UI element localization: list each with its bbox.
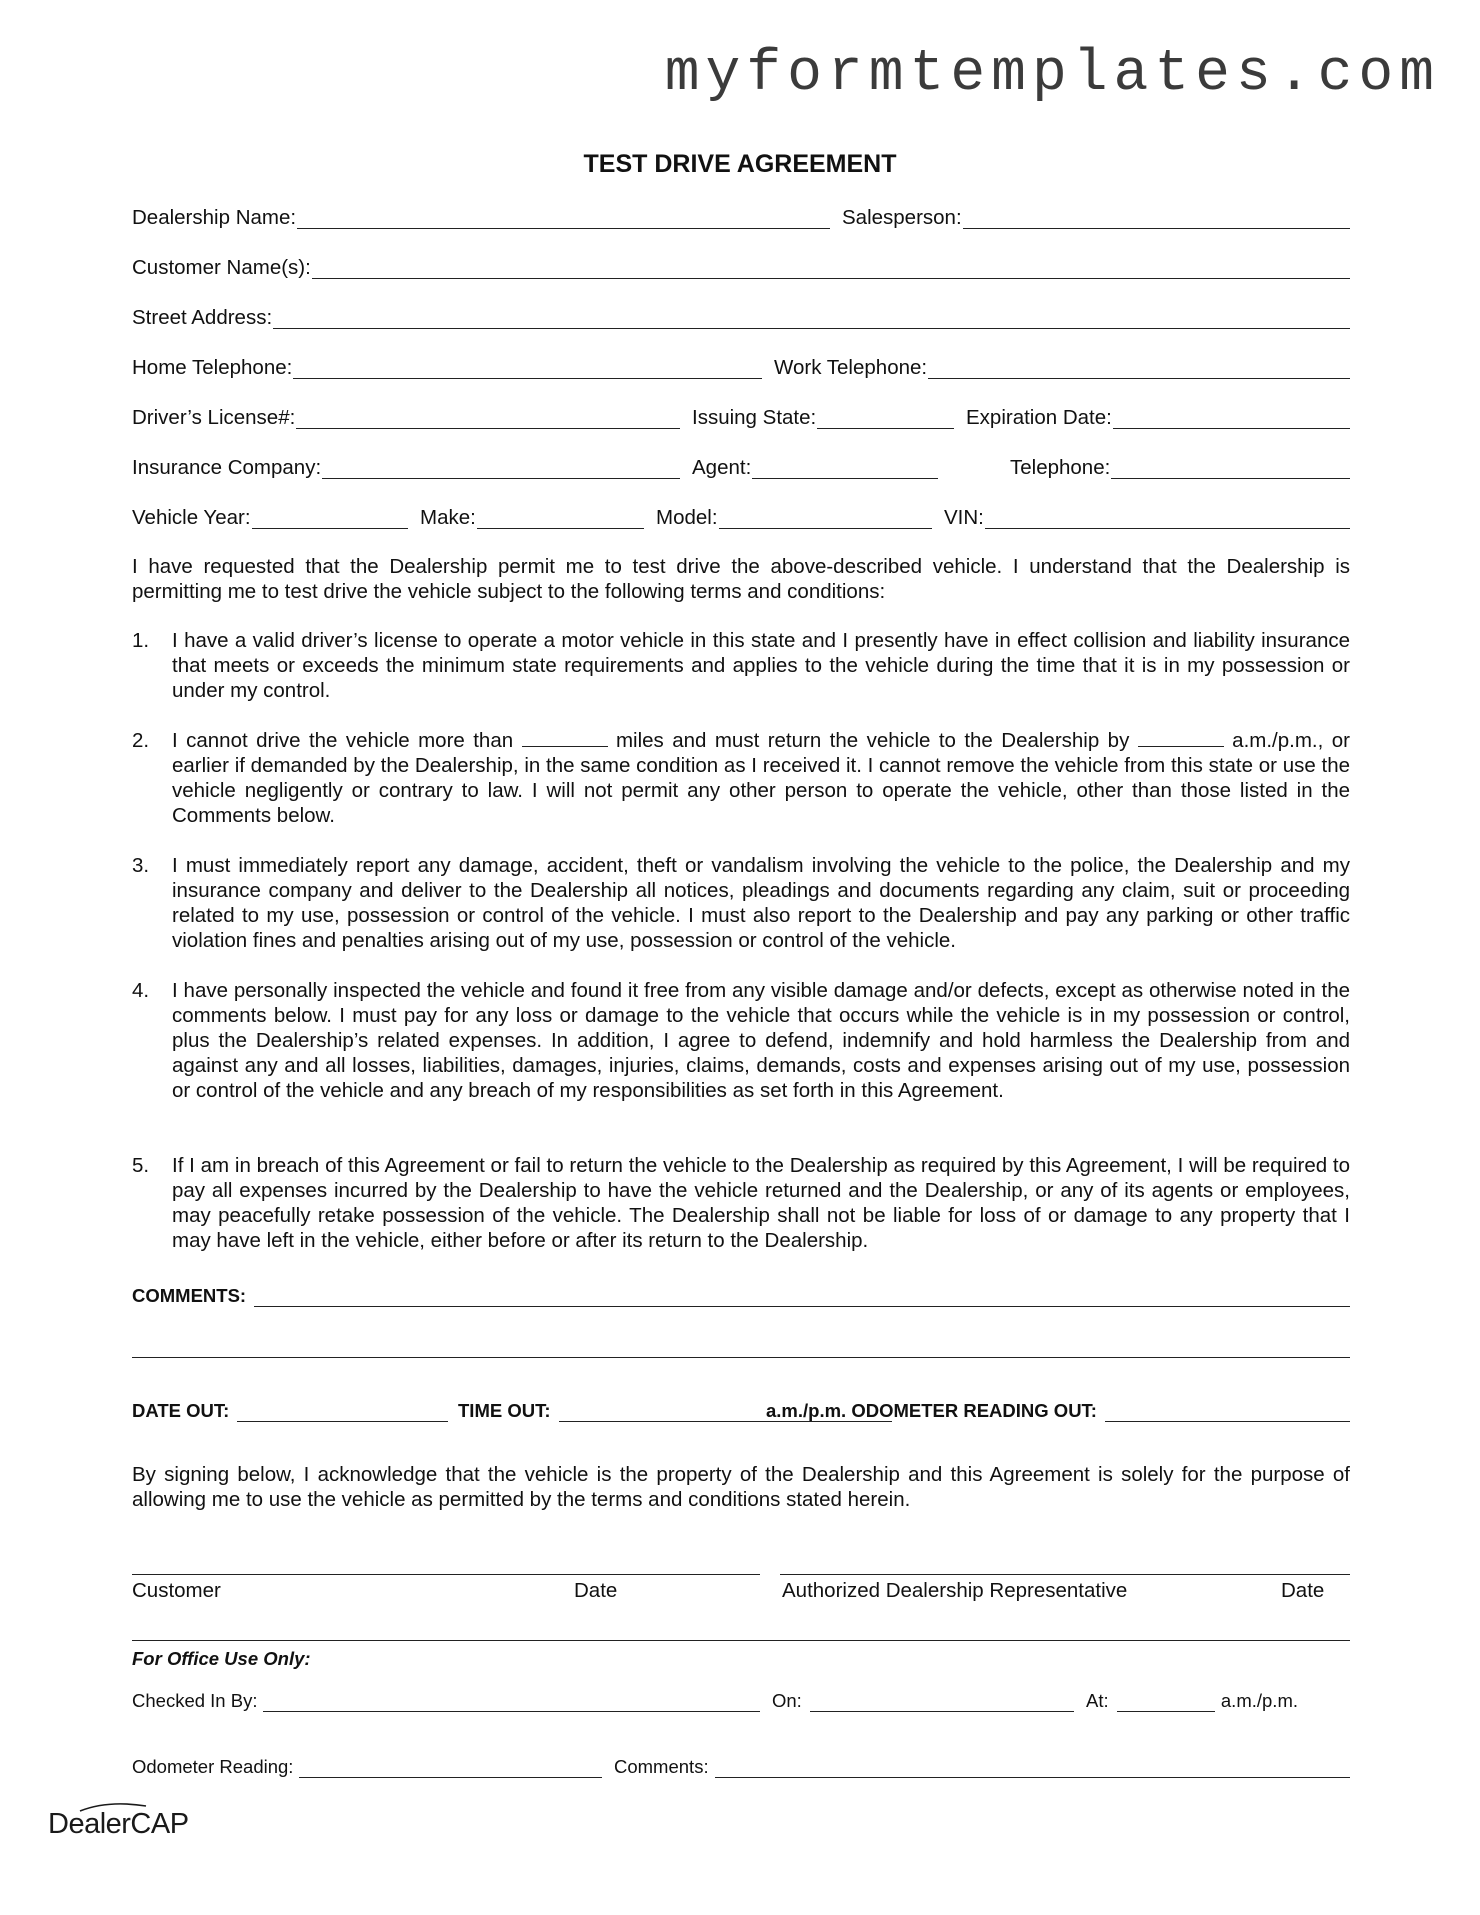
home-telephone-field[interactable] [132,357,762,379]
checked-in-at-label: At: [1086,1690,1109,1711]
issuing-state-label: Issuing State: [692,406,817,429]
agent-field[interactable] [692,457,938,479]
comments-field[interactable] [132,1285,1350,1307]
checked-in-on-field[interactable] [772,1690,1074,1712]
row-insurance [132,451,1350,479]
customer-names-label: Customer Name(s): [132,256,311,279]
dealership-name-label: Dealership Name: [132,206,297,229]
expiration-date-field[interactable] [966,407,1350,429]
term-number: 5. [132,1154,150,1177]
term-text: I have a valid driver’s license to operate a motor vehicle in this state and I presently have in effect collision and liability insurance that meets or exceeds the minimum state requirements and applies to the vehicle during the time that it is in my possession or under my control. [172,629,1350,702]
term-text [172,728,1350,828]
page-title: TEST DRIVE AGREEMENT [583,150,897,178]
term-number: 4. [132,979,150,1002]
row-dealership [132,201,1350,229]
checked-in-by-label: Checked In By: [132,1690,258,1711]
drivers-license-field[interactable] [132,407,680,429]
customer-signature-label: Customer [132,1579,221,1602]
checked-in-at-field[interactable] [1086,1690,1298,1712]
salesperson-label: Salesperson: [842,206,962,229]
date-out-field[interactable] [132,1400,448,1422]
comments-line-2[interactable] [132,1357,1350,1358]
miles-blank[interactable] [522,728,608,747]
representative-date-label: Date [1281,1579,1325,1602]
office-comments-field[interactable] [614,1756,1350,1778]
comments-label: COMMENTS: [132,1285,247,1306]
agent-label: Agent: [692,456,752,479]
row-out [132,1394,1350,1422]
row-telephones [132,351,1350,379]
insurance-telephone-label: Telephone: [1010,456,1111,479]
row-customer [132,251,1350,279]
logo-text: DealerCAP [48,1808,189,1840]
office-comments-label: Comments: [614,1756,709,1777]
term-2-part1: I cannot drive the vehicle more than [172,729,514,752]
issuing-state-field[interactable] [692,407,954,429]
street-address-field[interactable] [132,307,1350,329]
customer-signature-line[interactable] [132,1574,760,1575]
checked-in-ampm-label: a.m./p.m. [1220,1690,1298,1711]
term-2-part2: miles and must return the vehicle to the Dealership by [615,729,1130,752]
logo-swoosh-icon [78,1802,148,1812]
row-license [132,401,1350,429]
vin-label: VIN: [944,506,984,529]
office-odometer-label: Odometer Reading: [132,1756,294,1777]
row-address [132,301,1350,329]
work-telephone-label: Work Telephone: [774,356,928,379]
date-out-label: DATE OUT: [132,1400,230,1421]
term-number: 1. [132,629,150,652]
term-number: 3. [132,854,150,877]
model-label: Model: [656,506,718,529]
intro-paragraph: I have requested that the Dealership permit me to test drive the above-described vehicle. I understand that the Dealership is permitting me to test drive the vehicle subject to the following terms and conditions: [132,555,1350,603]
insurance-company-field[interactable] [132,457,680,479]
insurance-company-label: Insurance Company: [132,456,322,479]
make-label: Make: [420,506,476,529]
return-time-blank[interactable] [1138,728,1224,747]
representative-signature-line[interactable] [780,1574,1350,1575]
row-vehicle [132,501,1350,529]
term-text: If I am in breach of this Agreement or fail to return the vehicle to the Dealership as required by this Agreement, I will be required to pay all expenses incurred by the Dealership to have the vehicle returned and the Dealership, or any of its agents or employees, may peacefully retake possession of the vehicle. The Dealership shall not be liable for loss of or damage to any property that I may have left in the vehicle, either before or after its return to the Dealership. [172,1154,1350,1252]
salesperson-field[interactable] [842,207,1350,229]
row-checked-in [132,1684,1350,1712]
office-divider [132,1640,1350,1641]
dealership-name-field[interactable] [132,207,830,229]
acknowledgement-paragraph: By signing below, I acknowledge that the vehicle is the property of the Dealership and this Agreement is solely for the purpose of allowing me to use the vehicle as permitted by the terms and conditions stated herein. [132,1463,1350,1511]
vehicle-year-label: Vehicle Year: [132,506,251,529]
office-odometer-field[interactable] [132,1756,602,1778]
insurance-telephone-field[interactable] [1010,457,1350,479]
customer-names-field[interactable] [132,257,1350,279]
vehicle-year-field[interactable] [132,507,408,529]
term-number: 2. [132,729,150,752]
checked-in-by-field[interactable] [132,1690,760,1712]
term-text: I have personally inspected the vehicle and found it free from any visible damage and/or defects, except as otherwise noted in the comments below. I must pay for any loss or damage to the vehicle that occurs while the vehicle is in my possession or control, plus the Dealership’s related expenses. In addition, I agree to defend, indemnify and hold harmless the Dealership from and against any and all losses, liabilities, damages, injuries, claims, demands, costs and expenses arising out of my use, possession or control of the vehicle and any breach of my responsibilities as set forth in this Agreement. [172,979,1350,1102]
office-use-heading: For Office Use Only: [132,1648,311,1669]
row-office-odometer [132,1750,1350,1778]
drivers-license-label: Driver’s License#: [132,406,296,429]
row-comments [132,1279,1350,1307]
customer-date-label: Date [574,1579,618,1602]
representative-signature-label: Authorized Dealership Representative [782,1579,1128,1602]
checked-in-on-label: On: [772,1690,802,1711]
dealercap-logo [48,1808,189,1841]
time-out-label: TIME OUT: [458,1400,551,1421]
odometer-out-label: a.m./p.m. ODOMETER READING OUT: [766,1400,1097,1421]
work-telephone-field[interactable] [774,357,1350,379]
term-text: I must immediately report any damage, accident, theft or vandalism involving the vehicle to the police, the Dealership and my insurance company and deliver to the Dealership all notices, pleadings and documents regarding any claim, suit or proceeding related to my use, possession or control of the vehicle. I must also report to the Dealership and pay any parking or other traffic violation fines and penalties arising out of my use, possession or control of the vehicle. [172,854,1350,952]
street-address-label: Street Address: [132,306,273,329]
model-field[interactable] [656,507,932,529]
make-field[interactable] [420,507,644,529]
expiration-date-label: Expiration Date: [966,406,1112,429]
watermark: myformtemplates.com [664,42,1440,107]
vin-field[interactable] [944,507,1350,529]
term-2-part3: a.m./p.m., or earlier if demanded by the Dealership, in the same condition as I received it. I cannot remove the vehicle from this state or use the vehicle negligently or contrary to law. I will not permit any other person to operate the vehicle, other than those listed in the Comments below. [172,729,1350,827]
home-telephone-label: Home Telephone: [132,356,293,379]
odometer-out-field[interactable] [766,1400,1350,1422]
